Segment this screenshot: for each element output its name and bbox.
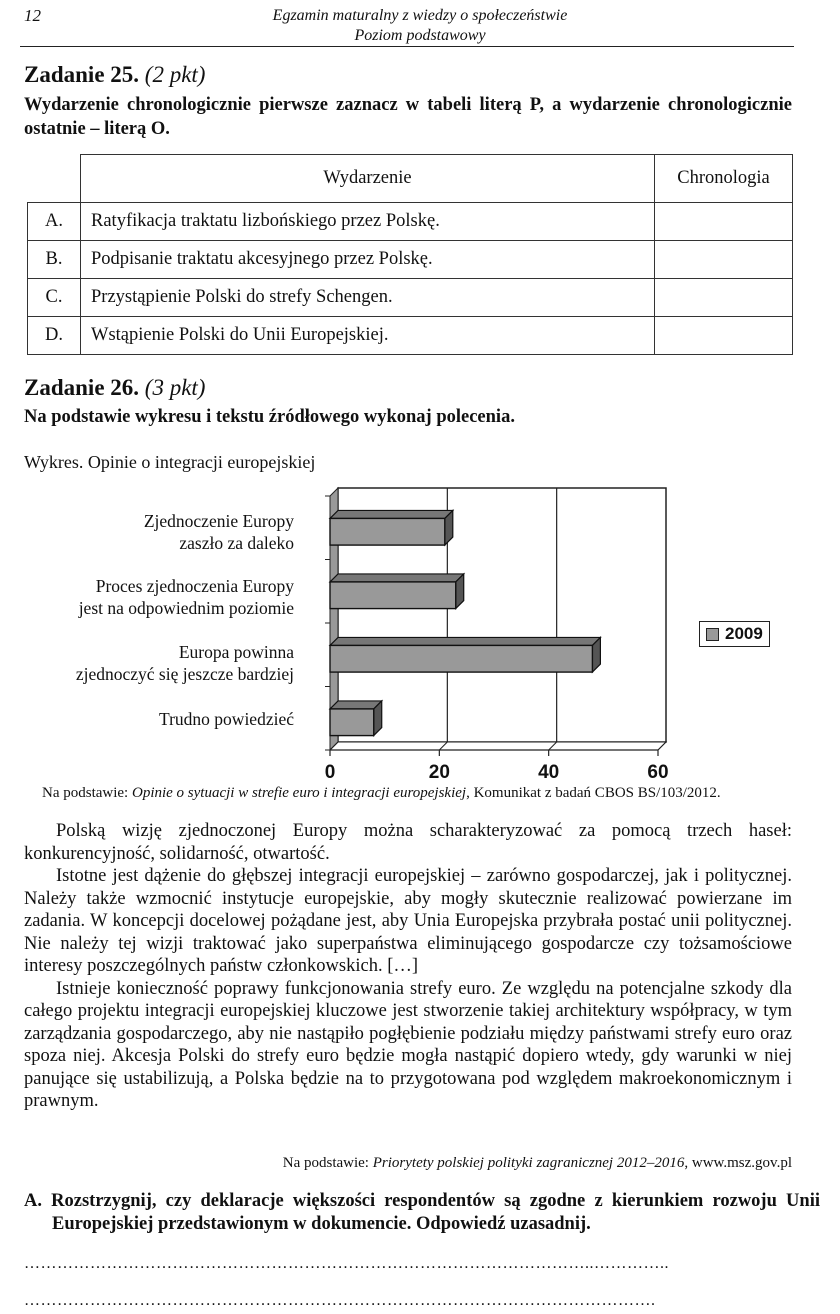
paragraph: Istnieje konieczność poprawy funkcjonowania strefy euro. Ze względu na potencjalne szkody dla całego projektu integracji europejskiej kluczowe jest stworzenie takiej architektury współpracy, w tym zarządzania gospodarczego, aby nie nastąpiło pogłębienie podziału między państwami strefy euro oraz spoza niej. Akcesja Polski do strefy euro będzie mogła nastąpić dopiero wtedy, gdy warunki w niej panujące się ustabilizują, a Polska będzie na to przygotowana pod względem makroekonomicznym i prawnym. xyxy=(24,978,792,1111)
bar-top-face xyxy=(330,510,453,518)
text-source: Na podstawie: Priorytety polskiej polityki zagranicznej 2012–2016, www.msz.gov.pl xyxy=(282,1155,792,1171)
exam-title: Egzamin maturalny z wiedzy o społeczeństwie xyxy=(272,7,568,24)
row-event: Ratyfikacja traktatu lizbońskiego przez Polskę. xyxy=(81,203,655,241)
bar-chart xyxy=(300,480,680,790)
legend-label: 2009 xyxy=(725,624,763,643)
header-chronology: Chronologia xyxy=(655,155,793,203)
category-label: Europa powinna zjednoczyć się jeszcze bardziej xyxy=(75,642,294,684)
header-event: Wydarzenie xyxy=(81,155,655,203)
category-label: Zjednoczenie Europy zaszło za daleko xyxy=(143,511,294,553)
x-tick-label: 20 xyxy=(428,762,450,783)
table-header-row xyxy=(28,155,793,203)
chronology-table xyxy=(27,154,793,355)
paragraph: Polską wizję zjednoczonej Europy można scharakteryzować za pomocą trzech haseł: konkurencyjność, solidarność, otwartość. xyxy=(24,821,792,864)
task25-points: (2 pkt) xyxy=(144,62,206,87)
category-label: Trudno powiedzieć xyxy=(159,709,294,729)
x-tick-label: 0 xyxy=(324,762,336,783)
task26-title xyxy=(24,375,205,401)
chart-source: Na podstawie: Opinie o sytuacji w strefie euro i integracji europejskiej, Komunikat z badań CBOS BS/103/2012. xyxy=(42,785,721,801)
header-rule xyxy=(20,46,794,47)
table-row xyxy=(28,241,793,279)
exam-header xyxy=(0,6,840,46)
source-text xyxy=(24,820,792,1113)
row-letter: A. xyxy=(28,203,81,241)
chronology-answer-cell[interactable] xyxy=(655,279,793,317)
exam-level: Poziom podstawowy xyxy=(354,27,486,44)
bar xyxy=(330,582,456,609)
chart-floor xyxy=(330,742,666,750)
x-tick-label: 60 xyxy=(647,762,669,783)
x-tick-label: 40 xyxy=(538,762,560,783)
row-letter: C. xyxy=(28,279,81,317)
answer-line[interactable]: …………………………………………………………………………………………..………….. xyxy=(24,1255,669,1272)
task25-number: Zadanie 25. xyxy=(24,62,140,87)
task26-number: Zadanie 26. xyxy=(24,375,140,400)
task25-title xyxy=(24,62,205,88)
chronology-answer-cell[interactable] xyxy=(655,241,793,279)
table-row xyxy=(28,279,793,317)
chart-caption: Wykres. Opinie o integracji europejskiej xyxy=(24,452,316,472)
row-letter: D. xyxy=(28,317,81,355)
page-number: 12 xyxy=(24,6,41,25)
bar-top-face xyxy=(330,637,600,645)
table-row xyxy=(28,203,793,241)
table-row xyxy=(28,317,793,355)
bar xyxy=(330,645,592,672)
chart-legend xyxy=(699,621,770,647)
chronology-answer-cell[interactable] xyxy=(655,317,793,355)
bar xyxy=(330,709,374,736)
answer-line[interactable]: ……………………………………………………………………………………………………. xyxy=(24,1292,656,1309)
row-event: Przystąpienie Polski do strefy Schengen. xyxy=(81,279,655,317)
bar xyxy=(330,518,445,545)
row-event: Podpisanie traktatu akcesyjnego przez Polskę. xyxy=(81,241,655,279)
paragraph: Istotne jest dążenie do głębszej integracji europejskiej – zarówno gospodarczej, jak i politycznej. Należy także wzmocnić instytucje europejskie, aby mogły skutecznie realizować powierzane im zadania. W koncepcji docelowej pożądane jest, aby Unia Europejska przybrała postać unii politycznej. Nie należy tej wizji traktować jako superpaństwa eliminującego gospodarcze czy tożsamościowe interesy poszczególnych państw członkowskich. […] xyxy=(24,866,792,976)
row-letter: B. xyxy=(28,241,81,279)
chronology-answer-cell[interactable] xyxy=(655,203,793,241)
row-event: Wstąpienie Polski do Unii Europejskiej. xyxy=(81,317,655,355)
category-label: Proces zjednoczenia Europy jest na odpowiednim poziomie xyxy=(78,576,294,618)
bar-top-face xyxy=(330,574,464,582)
legend-swatch xyxy=(706,628,719,641)
bar-top-face xyxy=(330,701,382,709)
task26-points: (3 pkt) xyxy=(144,375,206,400)
task26-instruction: Na podstawie wykresu i tekstu źródłowego wykonaj polecenia. xyxy=(24,407,515,427)
task25-instruction: Wydarzenie chronologicznie pierwsze zaznacz w tabeli literą P, a wydarzenie chronologicznie ostatnie – literą O. xyxy=(24,95,792,139)
question-a: A. Rozstrzygnij, czy deklaracje większości respondentów są zgodne z kierunkiem rozwoju Unii Europejskiej przedstawionym w dokumencie. Odpowiedź uzasadnij. xyxy=(24,1191,820,1234)
